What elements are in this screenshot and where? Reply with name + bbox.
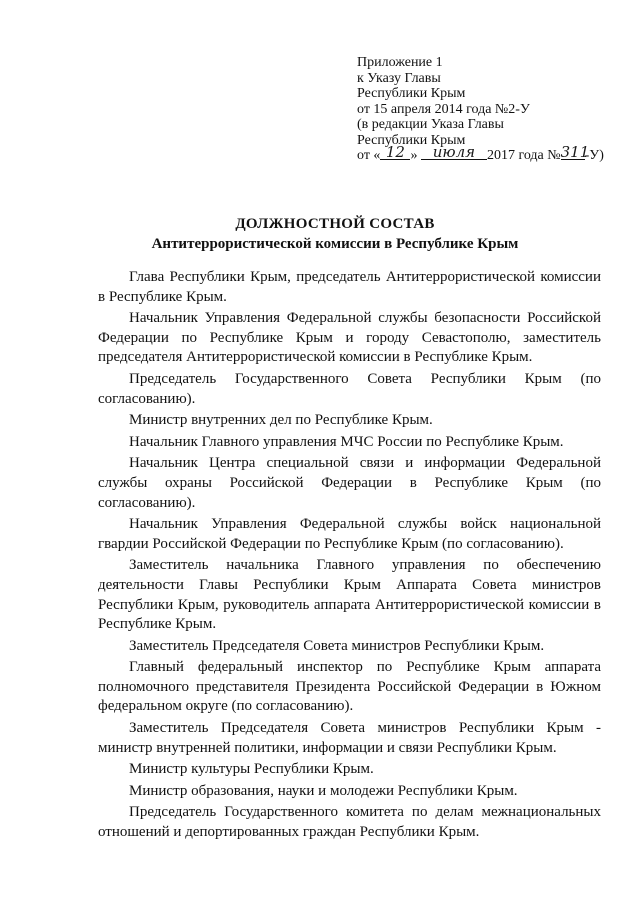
date-prefix: от « [357,148,381,163]
appendix-header [357,55,627,164]
member-item: Председатель Государственного комитета по делам межнациональных отношений и депортированных граждан Республики Крым. [98,804,601,841]
member-item: Заместитель начальника Главного управления по обеспечению деятельности Главы Республики Крым Аппарата Совета министров Республики Крым, руководитель аппарата Антитеррористической комиссии в Республике Крым. [98,557,601,633]
date-year: 2017 года № [486,148,561,163]
amendment-date-line [357,143,627,164]
appendix-line: к Указу Главы [357,70,441,86]
member-item: Начальник Главного управления МЧС России по Республике Крым. [129,433,564,450]
member-item: Начальник Центра специальной связи и информации Федеральной службы охраны Российской Федерации в Республике Крым (по согласованию). [98,455,601,511]
appendix-line: Республики Крым [357,132,466,148]
handwritten-day: 12 [380,146,410,160]
members-list [98,268,601,845]
appendix-line: Приложение 1 [357,55,443,70]
member-item: Председатель Государственного Совета Республики Крым (по согласованию). [98,370,601,407]
member-item: Министр культуры Республики Крым. [129,761,374,778]
member-item: Начальник Управления Федеральной службы войск национальной гвардии Российской Федерации по Республике Крым (по согласованию). [98,516,601,552]
member-item: Главный федеральный инспектор по Республике Крым аппарата полномочного представителя Президента Российской Федерации в Южном федеральном округе (по согласованию). [98,659,601,715]
member-item: Начальник Управления Федеральной службы безопасности Российской Федерации по Республике Крым и городу Севастополю, заместитель председателя Антитеррористической комиссии в Республике Крым. [98,310,601,366]
appendix-line: от 15 апреля 2014 года №2-У [357,101,530,117]
member-item: Заместитель Председателя Совета министров Республики Крым - министр внутренней политики, информации и связи Республики Крым. [98,720,601,756]
member-item: Заместитель Председателя Совета министров Республики Крым. [129,637,545,654]
member-item: Министр образования, науки и молодежи Республики Крым. [129,782,518,799]
document-title: ДОЛЖНОСТНОЙ СОСТАВ [235,216,435,232]
document-subtitle: Антитеррористической комиссии в Республике Крым [151,236,519,252]
member-item: Глава Республики Крым, председатель Антитеррористической комиссии в Республике Крым. [98,269,601,305]
date-mid: » [410,148,418,163]
appendix-line: Республики Крым [357,86,466,101]
member-item: Министр внутренних дел по Республике Крым. [129,412,433,429]
handwritten-number: 311 [560,143,590,161]
appendix-line: (в редакции Указа Главы [357,117,504,132]
handwritten-month: июля [421,146,487,160]
date-suffix: -У) [584,148,604,163]
